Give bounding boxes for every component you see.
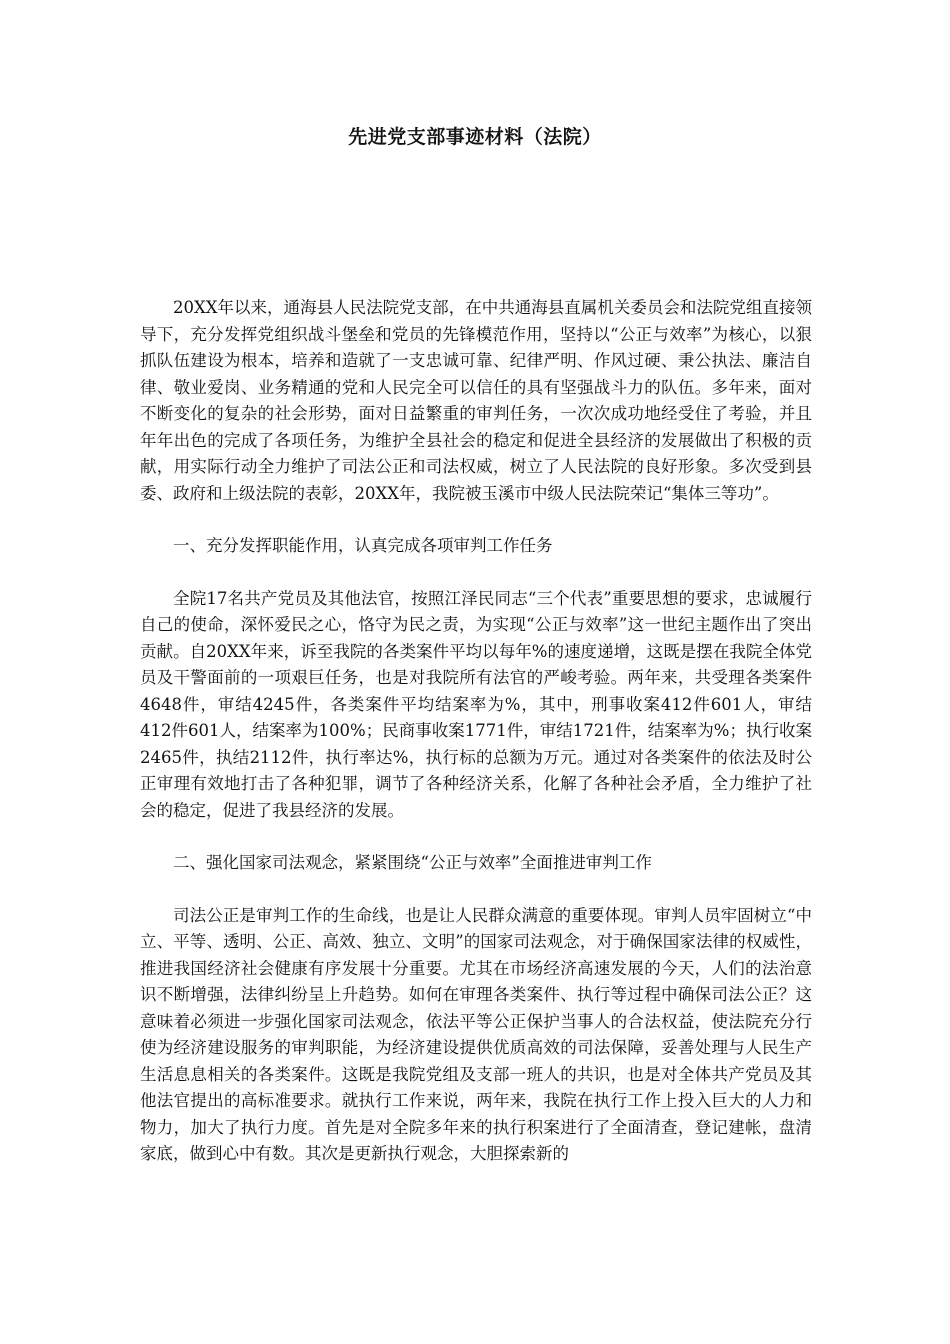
paragraph-gap	[140, 560, 812, 586]
paragraph-gap	[140, 877, 812, 903]
section-heading-2: 二、强化国家司法观念，紧紧围绕“公正与效率”全面推进审判工作	[173, 853, 652, 872]
document-title: 先进党支部事迹材料（法院）	[348, 126, 602, 148]
section-heading-1: 一、充分发挥职能作用，认真完成各项审判工作任务	[173, 536, 553, 555]
paragraph-gap	[140, 507, 812, 533]
document-body	[140, 295, 812, 1168]
paragraph-gap	[140, 824, 812, 850]
section-1-paragraph: 全院17名共产党员及其他法官，按照江泽民同志“三个代表”重要思想的要求，忠诚履行自己的使命，深怀爱民之心，恪守为民之责，为实现“公正与效率”这一世纪主题作出了突出贡献。自20XX年来，诉至我院的各类案件平均以每年%的速度递增，这既是摆在我院全体党员及干警面前的一项艰巨任务，也是对我院所有法官的严峻考验。两年来，共受理各类案件4648件，审结4245件，各类案件平均结案率为%，其中，刑事收案412件601人，审结412件601人，结案率为100%；民商事收案1771件，审结1721件，结案率为%；执行收案2465件，执结2112件，执行率达%，执行标的总额为万元。通过对各类案件的依法及时公正审理有效地打击了各种犯罪，调节了各种经济关系，化解了各种社会矛盾，全力维护了社会的稳定，促进了我县经济的发展。	[140, 588, 812, 820]
section-2-paragraph: 司法公正是审判工作的生命线，也是让人民群众满意的重要体现。审判人员牢固树立“中立、平等、透明、公正、高效、独立、文明”的国家司法观念，对于确保国家法律的权威性，推进我国经济社会健康有序发展十分重要。尤其在市场经济高速发展的今天，人们的法治意识不断增强，法律纠纷呈上升趋势。如何在审理各类案件、执行等过程中确保司法公正？这意味着必须进一步强化国家司法观念，依法平等公正保护当事人的合法权益，使法院充分行使为经济建设服务的审判职能，为经济建设提供优质高效的司法保障，妥善处理与人民生产生活息息相关的各类案件。这既是我院党组及支部一班人的共识，也是对全体共产党员及其他法官提出的高标准要求。就执行工作来说，两年来，我院在执行工作上投入巨大的人力和物力，加大了执行力度。首先是对全院多年来的执行积案进行了全面清查，登记建帐，盘清家底，做到心中有数。其次是更新执行观念，大胆探索新的	[140, 905, 812, 1163]
intro-paragraph: 20XX年以来，通海县人民法院党支部，在中共通海县直属机关委员会和法院党组直接领导下，充分发挥党组织战斗堡垒和党员的先锋模范作用，坚持以“公正与效率”为核心，以狠抓队伍建设为根本，培养和造就了一支忠诚可靠、纪律严明、作风过硬、秉公执法、廉洁自律、敬业爱岗、业务精通的党和人民完全可以信任的具有坚强战斗力的队伍。多年来，面对不断变化的复杂的社会形势，面对日益繁重的审判任务，一次次成功地经受住了考验，并且年年出色的完成了各项任务，为维护全县社会的稳定和促进全县经济的发展做出了积极的贡献，用实际行动全力维护了司法公正和司法权威，树立了人民法院的良好形象。多次受到县委、政府和上级法院的表彰，20XX年，我院被玉溪市中级人民法院荣记“集体三等功”。	[140, 298, 812, 503]
